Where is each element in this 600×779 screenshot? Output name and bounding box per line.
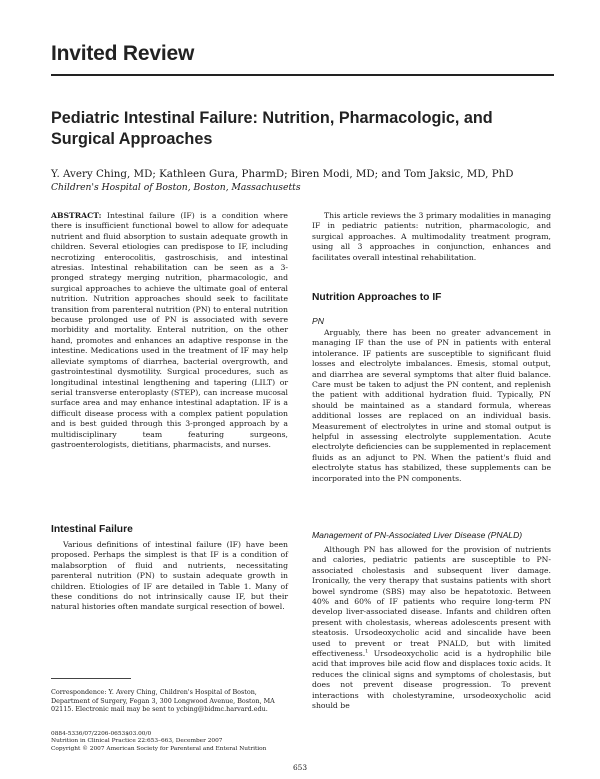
- author-list: Y. Avery Ching, MD; Kathleen Gura, PharmD; Biren Modi, MD; and Tom Jaksic, MD, PhD: [51, 168, 514, 180]
- pn-subheading: PN: [312, 316, 324, 326]
- pnald-text: [312, 545, 551, 712]
- issn-line: 0884-5336/07/2206-0653$03.00/0: [51, 731, 152, 737]
- intestinal-failure-heading: Intestinal Failure: [51, 524, 133, 535]
- pn-text: Arguably, there has been no greater advancement in managing IF than the use of PN in patients with enteral intolerance. IF patients are susceptible to significant fluid losses and electrolyte imbalances. Emesis, stomal output, and diarrhea are several symptoms that alter fluid balance. Care must be taken to adjust the PN content, and replenish the patient with additional hydration fluid. Typically, PN should be maintained as a standard formula, whereas additional losses are replaced on an individual basis. Measurement of electrolytes in urine and stomal output is helpful in assessing electrolyte supplementation. Acute electrolyte deficiencies can be supplemented in replacement fluids as an adjunct to PN. When the patient's fluid and electrolyte status has stabilized, these supplements can be incorporated into the PN components.: [312, 328, 551, 483]
- article-title: Pediatric Intestinal Failure: Nutrition, Pharmacologic, and Surgical Approaches: [51, 109, 493, 148]
- reference-marker[interactable]: 1: [365, 648, 369, 655]
- pnald-text-a: Although PN has allowed for the provision of nutrients and calories, pediatric patients are susceptible to PN-associated cholestasis and subsequent liver damage. Ironically, the very therapy that sustains patients with short bowel syndrome (SBS) may also be hepatotoxic. Between 40% and 60% of IF patients who require long-term PN develop liver-associated disease. Infants and children often present with cholestasis, whereas adolescents present with steatosis. Ursodeoxycholic acid and sincalide have been used to prevent or treat PNALD, but with limited effectiveness.: [312, 545, 551, 659]
- header-rule: [51, 74, 554, 76]
- abstract-label: ABSTRACT:: [51, 211, 102, 220]
- journal-section-title: Invited Review: [51, 42, 195, 65]
- abstract-text: Intestinal failure (IF) is a condition where there is insufficient functional bowel to allow for adequate nutrient and fluid absorption to sustain adequate growth in children. Several etiologies can predispose to IF, including necrotizing enterocolitis, gastroschisis, and intestinal atresias. Intestinal rehabilitation can be seen as a 3-pronged strategy merging nutrition, pharmacologic, and surgical approaches to achieve the ultimate goal of enteral nutrition. Nutrition approaches should seek to facilitate transition from parenteral nutrition (PN) to enteral nutrition because prolonged use of PN is associated with severe morbidity and mortality. Enteral nutrition, on the other hand, promotes and enhances an adaptive response in the intestine. Medications used in the treatment of IF may help alleviate symptoms of diarrhea, bacterial overgrowth, and gastrointestinal dysmotility. Surgical procedures, such as longitudinal intestinal lengthening and tapering (LILT) or serial transverse enteroplasty (STEP), can increase mucosal surface area and may enhance intestinal adaptation. IF is a difficult disease process with a complex patient population and is best guided through this 3-pronged approach by a multidisciplinary team featuring surgeons, gastroenterologists, dietitians, pharmacists, and nurses.: [51, 211, 288, 449]
- footnote-rule: [51, 678, 131, 679]
- publication-info: [51, 731, 288, 753]
- abstract: [51, 211, 288, 450]
- nutrition-heading: Nutrition Approaches to IF: [312, 292, 442, 303]
- page-number: 653: [292, 763, 308, 772]
- intro-paragraph: This article reviews the 3 primary modalities in managing IF in pediatric patients: nutrition, pharmacologic, and surgical approaches. A multimodality treatment program, using all 3 approaches in conjunction, enhances and facilitates overall intestinal rehabilitation.: [312, 211, 551, 262]
- correspondence-note: Correspondence: Y. Avery Ching, Children's Hospital of Boston, Department of Surgery, Fegan 3, 300 Longwood Avenue, Boston, MA 02115. Electronic mail may be sent to ycbing@bidmc.harvard.edu.: [51, 688, 275, 714]
- pnald-subheading: Management of PN-Associated Liver Disease (PNALD): [312, 530, 523, 540]
- copyright-line: Copyright © 2007 American Society for Parenteral and Enteral Nutrition: [51, 745, 267, 752]
- journal-citation-line: Nutrition in Clinical Practice 22:653–663, December 2007: [51, 738, 223, 745]
- intestinal-failure-text: Various definitions of intestinal failure (IF) have been proposed. Perhaps the simplest is that IF is a condition of malabsorption of fluid and nutrients, necessitating parenteral nutrition (PN) to sustain adequate growth in children. Etiologies of IF are detailed in Table 1. Many of these conditions do not intrinsically cause IF, but their natural histories often mandate surgical resection of bowel.: [51, 540, 288, 612]
- affiliation: Children's Hospital of Boston, Boston, Massachusetts: [51, 182, 301, 193]
- pnald-text-b: Ursodeoxycholic acid is a hydrophilic bile acid that improves bile acid flow and displaces toxic acids. It reduces the clinical signs and symptoms of cholestasis, but does not prevent disease progression. To prevent interactions with cholestyramine, ursodeoxycholic acid should be: [312, 649, 551, 711]
